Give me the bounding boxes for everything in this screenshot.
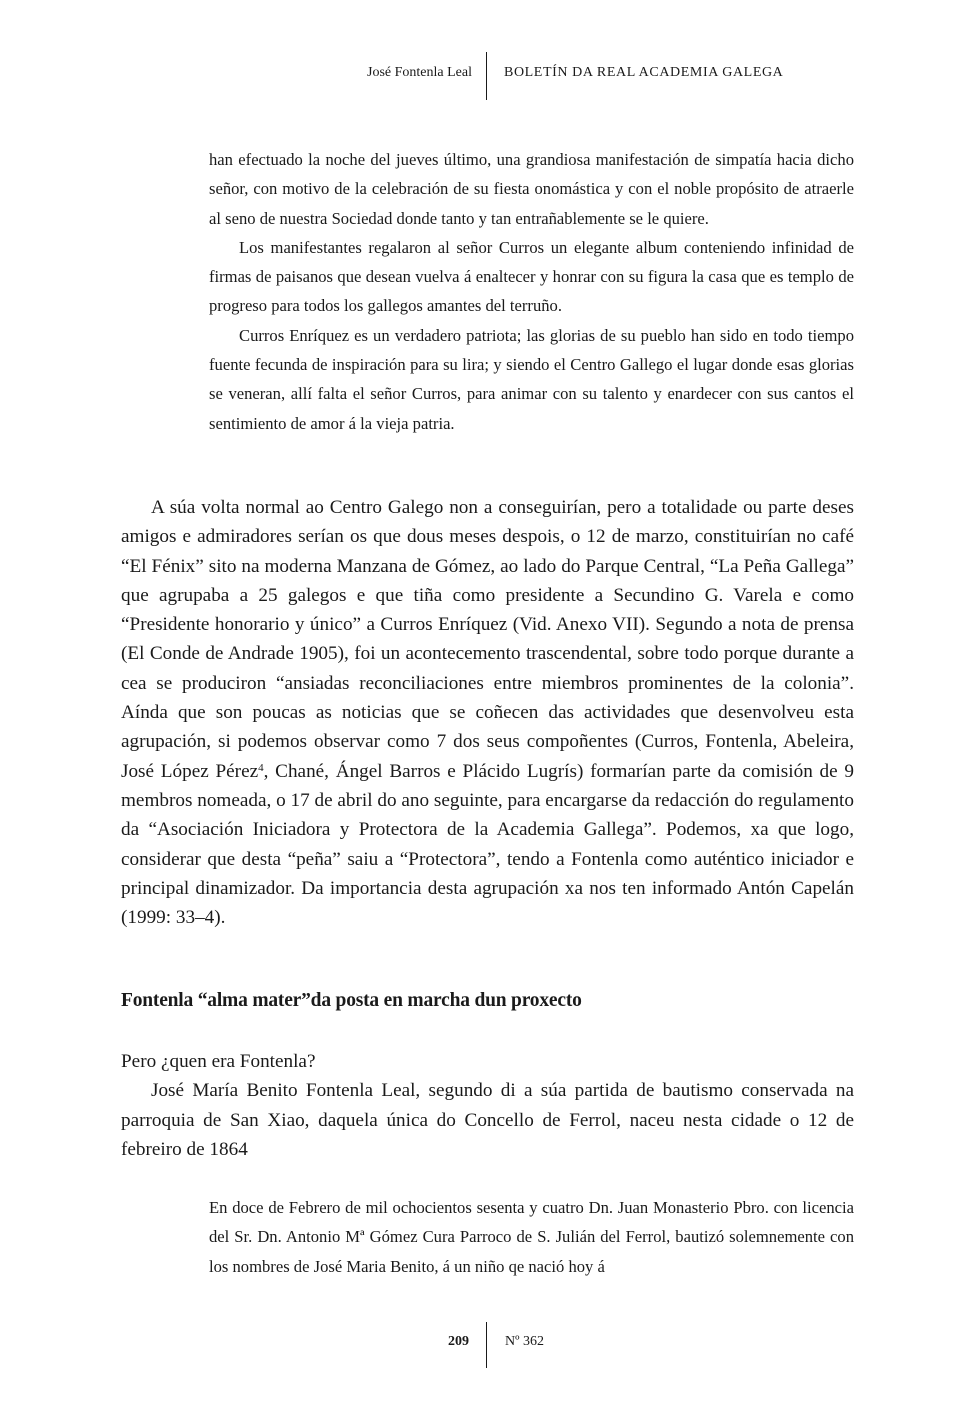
body-section-2 — [121, 1047, 854, 1164]
body-paragraph — [121, 493, 854, 932]
body-text: A súa volta normal ao Centro Galego non a conseguirían, pero a totalidade ou parte deses amigos e admiradores serían os que dous meses despois, o 12 de marzo, constituirían no café “El Fénix” sito na moderna Manzana de Gómez, ao lado do Parque Central, “La Peña Gallega” que agrupaba a 25 galegos e que tiña como presidente a Secundino G. Varela e como “Presidente honorario y único” a Curros Enríquez (Vid. Anexo VII). Segundo a nota de prensa (El Conde de Andrade 1905), foi un acontecemento trascendental, sobre todo porque durante a cea se produciron “ansiadas reconciliaciones entre miembros prominentes de la colonia”. Aínda que son poucas as noticias que se coñecen das actividades que desenvolveu esta agrupación, si podemos observar como 7 dos seus compoñentes (Curros, Fontenla, Abeleira, José López Pérez — [121, 497, 854, 782]
body-paragraph: José María Benito Fontenla Leal, segundo di a súa partida de bautismo conservada na parroquia de San Xiao, daquela única do Concello de Ferrol, naceu nesta cidade o 12 de febreiro de 1864 — [121, 1080, 854, 1160]
quote-paragraph: Los manifestantes regalaron al señor Curros un elegante album conteniendo infinidad de firmas de paisanos que desean vuelva á enaltecer y honrar con su figura la casa que es templo de progreso para todos los gallegos amantes del terruño. — [209, 237, 854, 316]
footnote-ref[interactable]: 4 — [258, 761, 264, 774]
body-question: Pero ¿quen era Fontenla? — [121, 1051, 316, 1072]
body-text: , Chané, Ángel Barros e Plácido Lugrís) formarían parte da comisión de 9 membros nomeada, o 17 de abril do ano seguinte, para encargarse da redacción do regulamento da “Asociación Iniciadora y Protectora de la Academia Gallega”. Podemos, xa que logo, considerar que desta “peña” saiu a “Protectora”, tendo a Fontenla como auténtico iniciador e principal dinamizador. Da importancia desta agrupación xa nos ten informado Antón Capelán (1999: 33–4). — [121, 760, 854, 929]
quote-paragraph: han efectuado la noche del jueves último, una grandiosa manifestación de simpatía hacia dicho señor, con motivo de la celebración de su fiesta onomástica y con el noble propósito de atraerle al seno de nuestra Sociedad donde tanto y tan entrañablemente se le quiere. — [209, 150, 854, 228]
quote-paragraph: Curros Enríquez es un verdadero patriota; las glorias de su pueblo han sido en todo tiempo fuente fecunda de inspiración para su lira; y siendo el Centro Gallego el lugar donde esas glorias se veneran, allí falta el señor Curros, para animar con su talento y enardecer con sus cantos el sentimiento de amor á la vieja patria. — [209, 325, 854, 433]
quote-paragraph: En doce de Febrero de mil ochocientos sesenta y cuatro Dn. Juan Monasterio Pbro. con licencia del Sr. Dn. Antonio Mª Gómez Cura Parroco de S. Julián del Ferrol, bautizó solemnemente con los nombres de José Maria Benito, á un niño qe nació hoy á — [209, 1198, 854, 1276]
block-quote-2 — [209, 1193, 854, 1281]
page-number: 209 — [448, 1334, 469, 1349]
page-footer — [0, 1322, 975, 1368]
issue-number: Nº 362 — [505, 1334, 544, 1349]
body-paragraph-1 — [121, 493, 854, 932]
block-quote-1 — [209, 145, 854, 438]
header-author: José Fontenla Leal — [367, 65, 472, 80]
section-heading: Fontenla “alma mater”da posta en marcha dun proxecto — [121, 990, 582, 1011]
running-header — [0, 52, 975, 100]
header-journal-title: BOLETÍN DA REAL ACADEMIA GALEGA — [504, 65, 784, 80]
footer-divider — [486, 1322, 487, 1368]
header-divider — [486, 52, 487, 100]
